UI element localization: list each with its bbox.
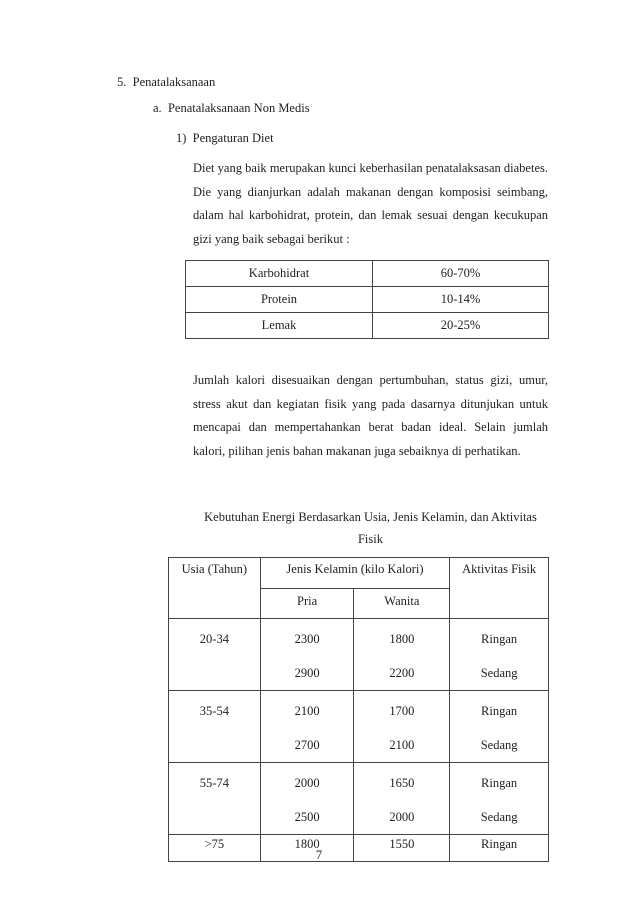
percent-cell: 60-70% — [373, 261, 549, 287]
section-heading — [117, 75, 215, 90]
composition-row — [186, 313, 549, 339]
percent-cell: 10-14% — [373, 287, 549, 313]
composition-table — [185, 260, 549, 339]
female-kcal-cell — [354, 763, 450, 835]
activity-cell — [450, 763, 549, 835]
activity-cell-value: Ringan — [481, 632, 518, 646]
energy-table-caption: Kebutuhan Energi Berdasarkan Usia, Jenis Kelamin, dan Aktivitas Fisik — [204, 510, 537, 546]
female-kcal-cell-value: 1700 — [389, 704, 415, 718]
female-kcal-cell-value: 2000 — [389, 810, 415, 824]
paragraph-diet: Diet yang baik merupakan kunci keberhasilan penatalaksasan diabetes. Die yang dianjurkan adalah makanan dengan komposisi seimbang, dalam hal karbohidrat, protein, dan lemak sesuai dengan kecukupan gizi yang baik sebagai berikut : — [193, 161, 548, 246]
header-male: Pria — [260, 589, 354, 619]
energy-table — [168, 557, 549, 862]
section-number: 5. — [117, 75, 127, 89]
male-kcal-cell-value: 2100 — [294, 704, 320, 718]
male-kcal-cell — [260, 619, 354, 691]
nutrient-cell: Karbohidrat — [186, 261, 373, 287]
subsubsection-title: Pengaturan Diet — [192, 131, 274, 145]
table-row — [169, 691, 549, 763]
male-kcal-cell — [260, 763, 354, 835]
table-row — [169, 763, 549, 835]
header-female: Wanita — [354, 589, 450, 619]
activity-cell-value: Ringan — [481, 704, 518, 718]
male-kcal-cell-value: 2300 — [294, 632, 320, 646]
male-kcal-cell-value: 1800 — [294, 837, 320, 851]
male-kcal-cell-value: 2500 — [294, 810, 320, 824]
table-row — [169, 619, 549, 691]
activity-cell-value: Sedang — [480, 738, 518, 752]
age-cell: 35-54 — [169, 691, 261, 763]
age-cell: 55-74 — [169, 763, 261, 835]
activity-cell-value: Ringan — [481, 776, 518, 790]
activity-cell — [450, 619, 549, 691]
paragraph-calories: Jumlah kalori disesuaikan dengan pertumbuhan, status gizi, umur, stress akut dan kegiatan fisik yang pada dasarnya ditunjukan untuk mencapai dan mempertahankan berat badan ideal. Selain jumlah kalori, pilihan jenis bahan makanan juga sebaiknya di perhatikan. — [193, 373, 548, 458]
subsubsection-number: 1) — [176, 131, 187, 145]
activity-cell — [450, 691, 549, 763]
activity-cell-value: Ringan — [481, 837, 518, 851]
female-kcal-cell — [354, 619, 450, 691]
subsection-letter: a. — [153, 101, 162, 115]
page-number: 7 — [315, 848, 323, 862]
header-age: Usia (Tahun) — [169, 558, 261, 619]
age-cell: 20-34 — [169, 619, 261, 691]
nutrient-cell: Protein — [186, 287, 373, 313]
female-kcal-cell-value: 1650 — [389, 776, 415, 790]
subsection-heading — [153, 101, 310, 116]
female-kcal-cell-value: 1550 — [389, 837, 415, 851]
header-activity: Aktivitas Fisik — [450, 558, 549, 619]
header-gender: Jenis Kelamin (kilo Kalori) — [260, 558, 449, 589]
female-kcal-cell-value: 2200 — [389, 666, 415, 680]
female-kcal-cell-value: 1800 — [389, 632, 415, 646]
male-kcal-cell-value: 2000 — [294, 776, 320, 790]
nutrient-cell: Lemak — [186, 313, 373, 339]
male-kcal-cell-value: 2700 — [294, 738, 320, 752]
male-kcal-cell-value: 2900 — [294, 666, 320, 680]
female-kcal-cell-value: 2100 — [389, 738, 415, 752]
composition-row — [186, 287, 549, 313]
female-kcal-cell — [354, 691, 450, 763]
male-kcal-cell — [260, 691, 354, 763]
section-title: Penatalaksanaan — [132, 75, 216, 89]
subsubsection-heading — [176, 131, 274, 146]
percent-cell: 20-25% — [373, 313, 549, 339]
subsection-title: Penatalaksanaan Non Medis — [167, 101, 310, 115]
composition-row — [186, 261, 549, 287]
activity-cell-value: Sedang — [480, 666, 518, 680]
activity-cell-value: Sedang — [480, 810, 518, 824]
age-cell: >75 — [169, 835, 261, 862]
